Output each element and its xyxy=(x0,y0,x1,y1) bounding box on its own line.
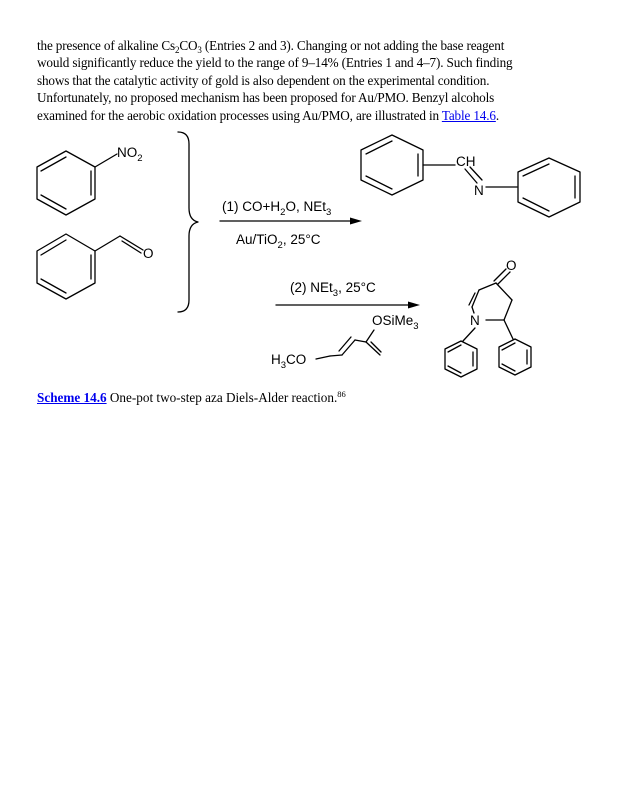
text-segment: (Entries 2 and 3). Changing or not adding the base reagent xyxy=(201,38,505,53)
text-line-3: shows that the catalytic activity of gold is also dependent on the experimental condition. xyxy=(37,72,490,88)
nitrobenzene-structure xyxy=(37,145,143,215)
text-segment: . xyxy=(495,107,499,123)
imine-ch-label: CH xyxy=(456,154,476,169)
table-link[interactable]: Table 14.6 xyxy=(441,107,496,123)
diene-structure xyxy=(271,313,419,371)
aldehyde-oxygen-label: O xyxy=(143,246,154,261)
methoxy-label: $H_3CO$ xyxy=(271,352,307,371)
body-paragraph xyxy=(37,37,582,124)
subscript: 2 xyxy=(175,45,180,55)
caption-text: One-pot two-step aza Diels-Alder reaction. xyxy=(106,390,338,405)
dihydropyridinone-structure xyxy=(445,258,531,377)
text-segment: examined for the aerobic oxidation processes using Au/PMO, are illustrated in xyxy=(37,107,442,123)
text-line-4: Unfortunately, no proposed mechanism has been proposed for Au/PMO. Benzyl alcohols xyxy=(37,90,495,106)
step-2-conditions xyxy=(276,280,420,309)
step-2-reagents: (2) NEt$_3$, 25°C xyxy=(290,280,376,299)
nitro-label: $NO_2$ xyxy=(117,145,143,164)
text-segment: CO xyxy=(179,38,198,53)
imine-structure xyxy=(361,135,580,217)
ketone-oxygen-label: O xyxy=(506,258,517,273)
text-line-5 xyxy=(37,107,582,124)
step-1-conditions xyxy=(220,199,362,251)
curly-brace xyxy=(178,132,198,312)
text-segment: the presence of alkaline Cs xyxy=(37,38,176,53)
text-line-2: would significantly reduce the yield to the range of 9–14% (Entries 1 and 4–7). Such finding xyxy=(37,55,513,71)
benzaldehyde-structure xyxy=(37,234,154,299)
step-1-reagents: (1) $CO+H_2O$, NEt$_3$ xyxy=(222,199,332,218)
imine-n-label: N xyxy=(474,183,484,198)
amine-n-label: N xyxy=(470,313,480,328)
reference-number: 86 xyxy=(337,389,346,399)
text-line-1 xyxy=(37,37,582,54)
step-1-catalyst: Au/TiO$_2$, 25°C xyxy=(236,232,321,251)
scheme-caption xyxy=(37,390,346,406)
silyl-ether-label: OSiMe$_3$ xyxy=(372,313,419,332)
subscript: 3 xyxy=(197,45,202,55)
scheme-link[interactable]: Scheme 14.6 xyxy=(37,390,107,405)
